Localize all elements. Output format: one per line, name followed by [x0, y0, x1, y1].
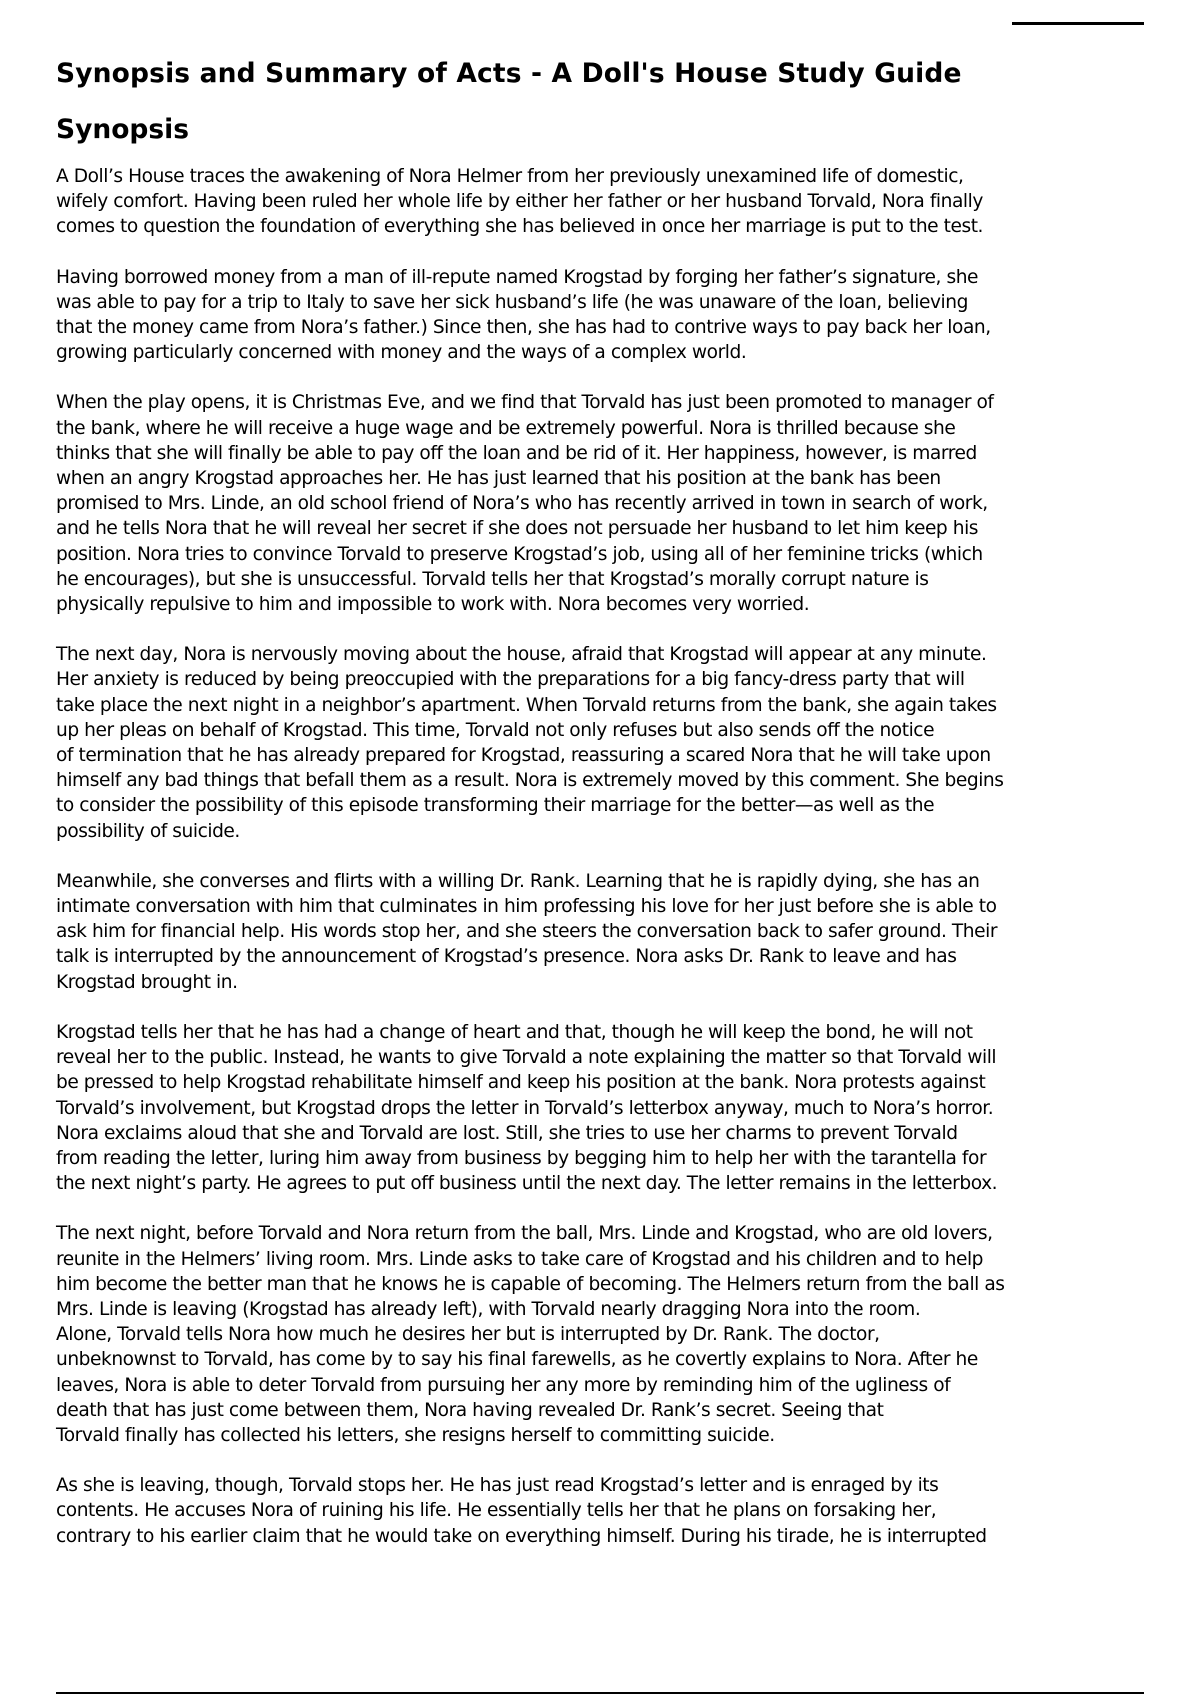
paragraph: As she is leaving, though, Torvald stops her. He has just read Krogstad’s letter and is enraged by its contents. He accuses Nora of ruining his life. He essentially tells her that he plans on forsaking her, contrary to his earlier claim that he would take on everything himself. During his tirade, he is interrupted — [56, 1475, 987, 1547]
paragraph: The next day, Nora is nervously moving about the house, afraid that Krogstad will appear at any minute. Her anxiety is reduced by being preoccupied with the preparations for a big fancy-dress party that will take place the next night in a neighbor’s apartment. When Torvald returns from the bank, she again takes up her pleas on behalf of Krogstad. This time, Torvald not only refuses but also sends off the notice of termination that he has already prepared for Krogstad, reassuring a scared Nora that he will take upon himself any bad things that befall them as a result. Nora is extremely moved by this comment. She begins to consider the possibility of this episode transforming their marriage for the better—as well as the possibility of suicide. — [56, 644, 1004, 842]
header-rule — [1012, 22, 1144, 25]
document-page — [56, 56, 1146, 1574]
paragraph: Meanwhile, she converses and flirts with a willing Dr. Rank. Learning that he is rapidly dying, she has an intimate conversation with him that culminates in him professing his love for her just before she is able to ask him for financial help. His words stop her, and she steers the conversation back to safer ground. Their talk is interrupted by the announcement of Krogstad’s presence. Nora asks Dr. Rank to leave and has Krogstad brought in. — [56, 870, 998, 993]
paragraph: Having borrowed money from a man of ill-repute named Krogstad by forging her father’s signature, she was able to pay for a trip to Italy to save her sick husband’s life (he was unaware of the loan, believing that the money came from Nora’s father.) Since then, she has had to contrive ways to pay back her loan, growing particularly concerned with money and the ways of a complex world. — [56, 266, 991, 364]
paragraph: A Doll’s House traces the awakening of Nora Helmer from her previously unexamined life of domestic, wifely comfort. Having been ruled her whole life by either her father or her husband Torvald, Nora finally comes to question the foundation of everything she has believed in once her marriage is put to the test. — [56, 166, 984, 238]
section-heading-synopsis: Synopsis — [56, 114, 190, 145]
document-title: Synopsis and Summary of Acts - A Doll's House Study Guide — [56, 58, 962, 89]
footer-rule — [56, 1692, 1144, 1694]
paragraph: Krogstad tells her that he has had a change of heart and that, though he will keep the bond, he will not reveal her to the public. Instead, he wants to give Torvald a note explaining the matter so that Torvald will be pressed to help Krogstad rehabilitate himself and keep his position at the bank. Nora protests against Torvald’s involvement, but Krogstad drops the letter in Torvald’s letterbox anyway, much to Nora’s horror. Nora exclaims aloud that she and Torvald are lost. Still, she tries to use her charms to prevent Torvald from reading the letter, luring him away from business by begging him to help her with the tarantella for the next night’s party. He agrees to put off business until the next day. The letter remains in the letterbox. — [56, 1021, 998, 1195]
paragraph: The next night, before Torvald and Nora return from the ball, Mrs. Linde and Krogstad, who are old lovers, reunite in the Helmers’ living room. Mrs. Linde asks to take care of Krogstad and his children and to help him become the better man that he knows he is capable of becoming. The Helmers return from the ball as Mrs. Linde is leaving (Krogstad has already left), with Torvald nearly dragging Nora into the room. Alone, Torvald tells Nora how much he desires her but is interrupted by Dr. Rank. The doctor, unbeknownst to Torvald, has come by to say his final farewells, as he covertly explains to Nora. After he leaves, Nora is able to deter Torvald from pursuing her any more by reminding him of the ugliness of death that has just come between them, Nora having revealed Dr. Rank’s secret. Seeing that Torvald finally has collected his letters, she resigns herself to committing suicide. — [56, 1223, 1005, 1446]
synopsis-body — [56, 164, 1146, 1549]
paragraph: When the play opens, it is Christmas Eve, and we find that Torvald has just been promoted to manager of the bank, where he will receive a huge wage and be extremely powerful. Nora is thrilled because she thinks that she will finally be able to pay off the loan and be rid of it. Her happiness, however, is marred when an angry Krogstad approaches her. He has just learned that his position at the bank has been promised to Mrs. Linde, an old school friend of Nora’s who has recently arrived in town in search of work, and he tells Nora that he will reveal her secret if she does not persuade her husband to let him keep his position. Nora tries to convince Torvald to preserve Krogstad’s job, using all of her feminine tricks (which he encourages), but she is unsuccessful. Torvald tells her that Krogstad’s morally corrupt nature is physically repulsive to him and impossible to work with. Nora becomes very worried. — [56, 392, 994, 616]
